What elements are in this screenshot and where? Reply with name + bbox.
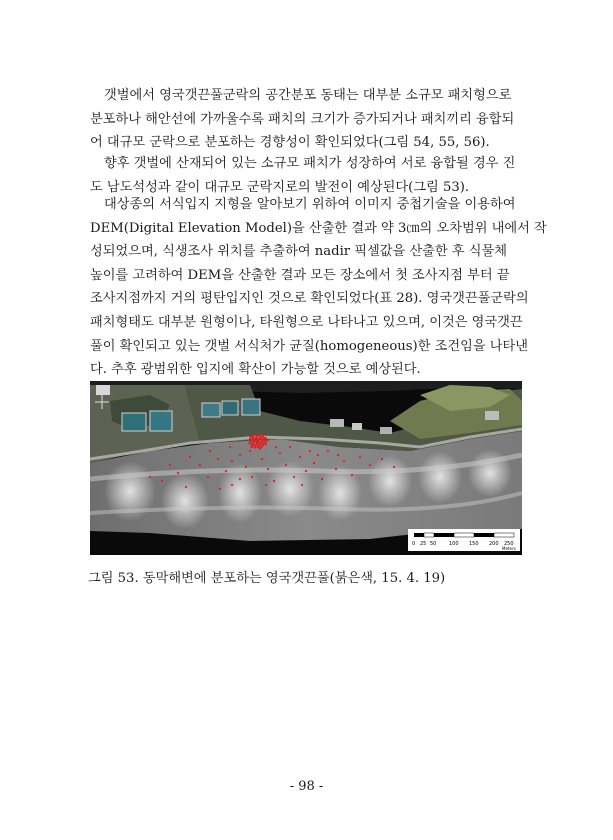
spartina-point	[289, 446, 291, 448]
spartina-point	[249, 435, 252, 438]
spartina-point	[261, 434, 264, 437]
spartina-point	[259, 436, 262, 439]
spartina-point	[239, 478, 241, 480]
spartina-point	[207, 476, 209, 478]
paragraph-line: DEM(Digital Elevation Model)을 산출한 결과 약 3㎝의 오차범위 내에서 작	[90, 220, 547, 236]
scale-tick: 25	[420, 541, 427, 547]
spartina-point	[337, 454, 339, 456]
spartina-point	[359, 456, 361, 458]
spartina-point	[254, 433, 257, 436]
scale-tick: 50	[430, 541, 437, 547]
spartina-point	[252, 441, 255, 444]
scale-bar	[408, 529, 520, 551]
spartina-point	[177, 472, 179, 474]
paragraph-line: 패치형태도 대부분 원형이나, 타원형으로 나타나고 있으며, 이것은 영국갯끈	[90, 314, 523, 330]
spartina-point	[321, 478, 323, 480]
spartina-point	[327, 450, 329, 452]
spartina-point	[301, 484, 303, 486]
spartina-point	[249, 450, 251, 452]
spartina-point	[309, 450, 311, 452]
spartina-point	[275, 446, 277, 448]
spartina-point	[273, 480, 275, 482]
paragraph-3	[90, 193, 547, 382]
scale-tick: 150	[469, 541, 479, 547]
spartina-point	[259, 447, 262, 450]
spartina-point	[343, 460, 345, 462]
spartina-point	[317, 454, 319, 456]
scale-tick: 250	[504, 541, 514, 547]
scale-tick: 200	[489, 541, 499, 547]
spartina-point	[264, 437, 267, 440]
spartina-point	[335, 468, 337, 470]
spartina-point	[369, 464, 371, 466]
spartina-point	[225, 470, 227, 472]
paragraph-line: 어 대규모 군락으로 분포하는 경향성이 확인되었다(그림 54, 55, 56).	[90, 135, 490, 151]
spartina-point	[265, 484, 267, 486]
scale-unit: Meters	[502, 546, 516, 551]
spartina-point	[258, 434, 261, 437]
paragraph-line: 분포하나 해안선에 가까울수록 패치의 크기가 증가되거나 패치끼리 융합되	[90, 111, 515, 127]
spartina-point	[239, 454, 241, 456]
spartina-point	[231, 484, 233, 486]
spartina-point	[285, 464, 287, 466]
spartina-point	[209, 450, 211, 452]
spartina-point	[185, 486, 187, 488]
figure-caption: 그림 53. 동막해변에 분포하는 영국갯끈풀(붉은색, 15. 4. 19)	[88, 571, 446, 586]
paragraph-line: 조사지점까지 거의 평탄입지인 것으로 확인되었다(표 28). 영국갯끈풀군락의	[90, 291, 529, 307]
scale-tick: 0	[412, 541, 416, 547]
spartina-point	[305, 470, 307, 472]
spartina-point	[256, 435, 259, 438]
spartina-point	[256, 443, 259, 446]
spartina-point	[245, 466, 247, 468]
page-number: - 98 -	[289, 779, 324, 794]
spartina-point	[254, 446, 257, 449]
paragraph-line: 풀이 확인되고 있는 갯벌 서식처가 균질(homogeneous)한 조건임을 나타낸	[90, 338, 528, 354]
spartina-point	[217, 458, 219, 460]
spartina-point	[351, 474, 353, 476]
spartina-point	[219, 488, 221, 490]
spartina-point	[266, 439, 269, 442]
paragraph-1	[90, 84, 532, 155]
spartina-point	[169, 464, 171, 466]
paragraph-line: 갯벌에서 영국갯끈풀군락의 공간분포 동태는 대부분 소규모 패치형으로	[104, 88, 512, 103]
paragraph-line: 대상종의 서식입지 지형을 알아보기 위하여 이미지 중첩기술을 이용하여	[104, 197, 516, 212]
spartina-point	[251, 476, 253, 478]
spartina-point	[199, 464, 201, 466]
spartina-point	[161, 480, 163, 482]
spartina-point	[293, 476, 295, 478]
spartina-point	[253, 444, 256, 447]
spartina-point	[299, 456, 301, 458]
spartina-point	[229, 446, 231, 448]
spartina-point	[189, 456, 191, 458]
spartina-point	[393, 466, 395, 468]
spartina-point	[231, 460, 233, 462]
aerial-map-figure	[90, 381, 522, 555]
spartina-point	[313, 462, 315, 464]
scale-tick: 100	[449, 541, 459, 547]
spartina-point	[249, 438, 252, 441]
spartina-point	[149, 476, 151, 478]
paragraph-line: 높이를 고려하여 DEM을 산출한 결과 모든 장소에서 첫 조사지점 부터 끝	[90, 267, 510, 283]
spartina-point	[267, 468, 269, 470]
spartina-point	[261, 445, 264, 448]
paragraph-line: 도 남도석성과 같이 대규모 군락지로의 발전이 예상된다(그림 53).	[90, 179, 470, 195]
spartina-point	[264, 443, 267, 446]
spartina-point	[257, 438, 260, 441]
spartina-point	[261, 458, 263, 460]
spartina-point	[381, 458, 383, 460]
paragraph-line: 다. 추후 광범위한 입지에 확산이 가능할 것으로 예상된다.	[90, 362, 421, 378]
paragraph-line: 성되었으며, 식생조사 위치를 추출하여 nadir 픽셀값을 산출한 후 식물체	[90, 244, 508, 260]
spartina-point	[251, 445, 254, 448]
spartina-point	[248, 442, 251, 445]
paragraph-line: 향후 갯벌에 산재되어 있는 소규모 패치가 성장하여 서로 융합될 경우 진	[104, 156, 516, 171]
spartina-point	[279, 452, 281, 454]
